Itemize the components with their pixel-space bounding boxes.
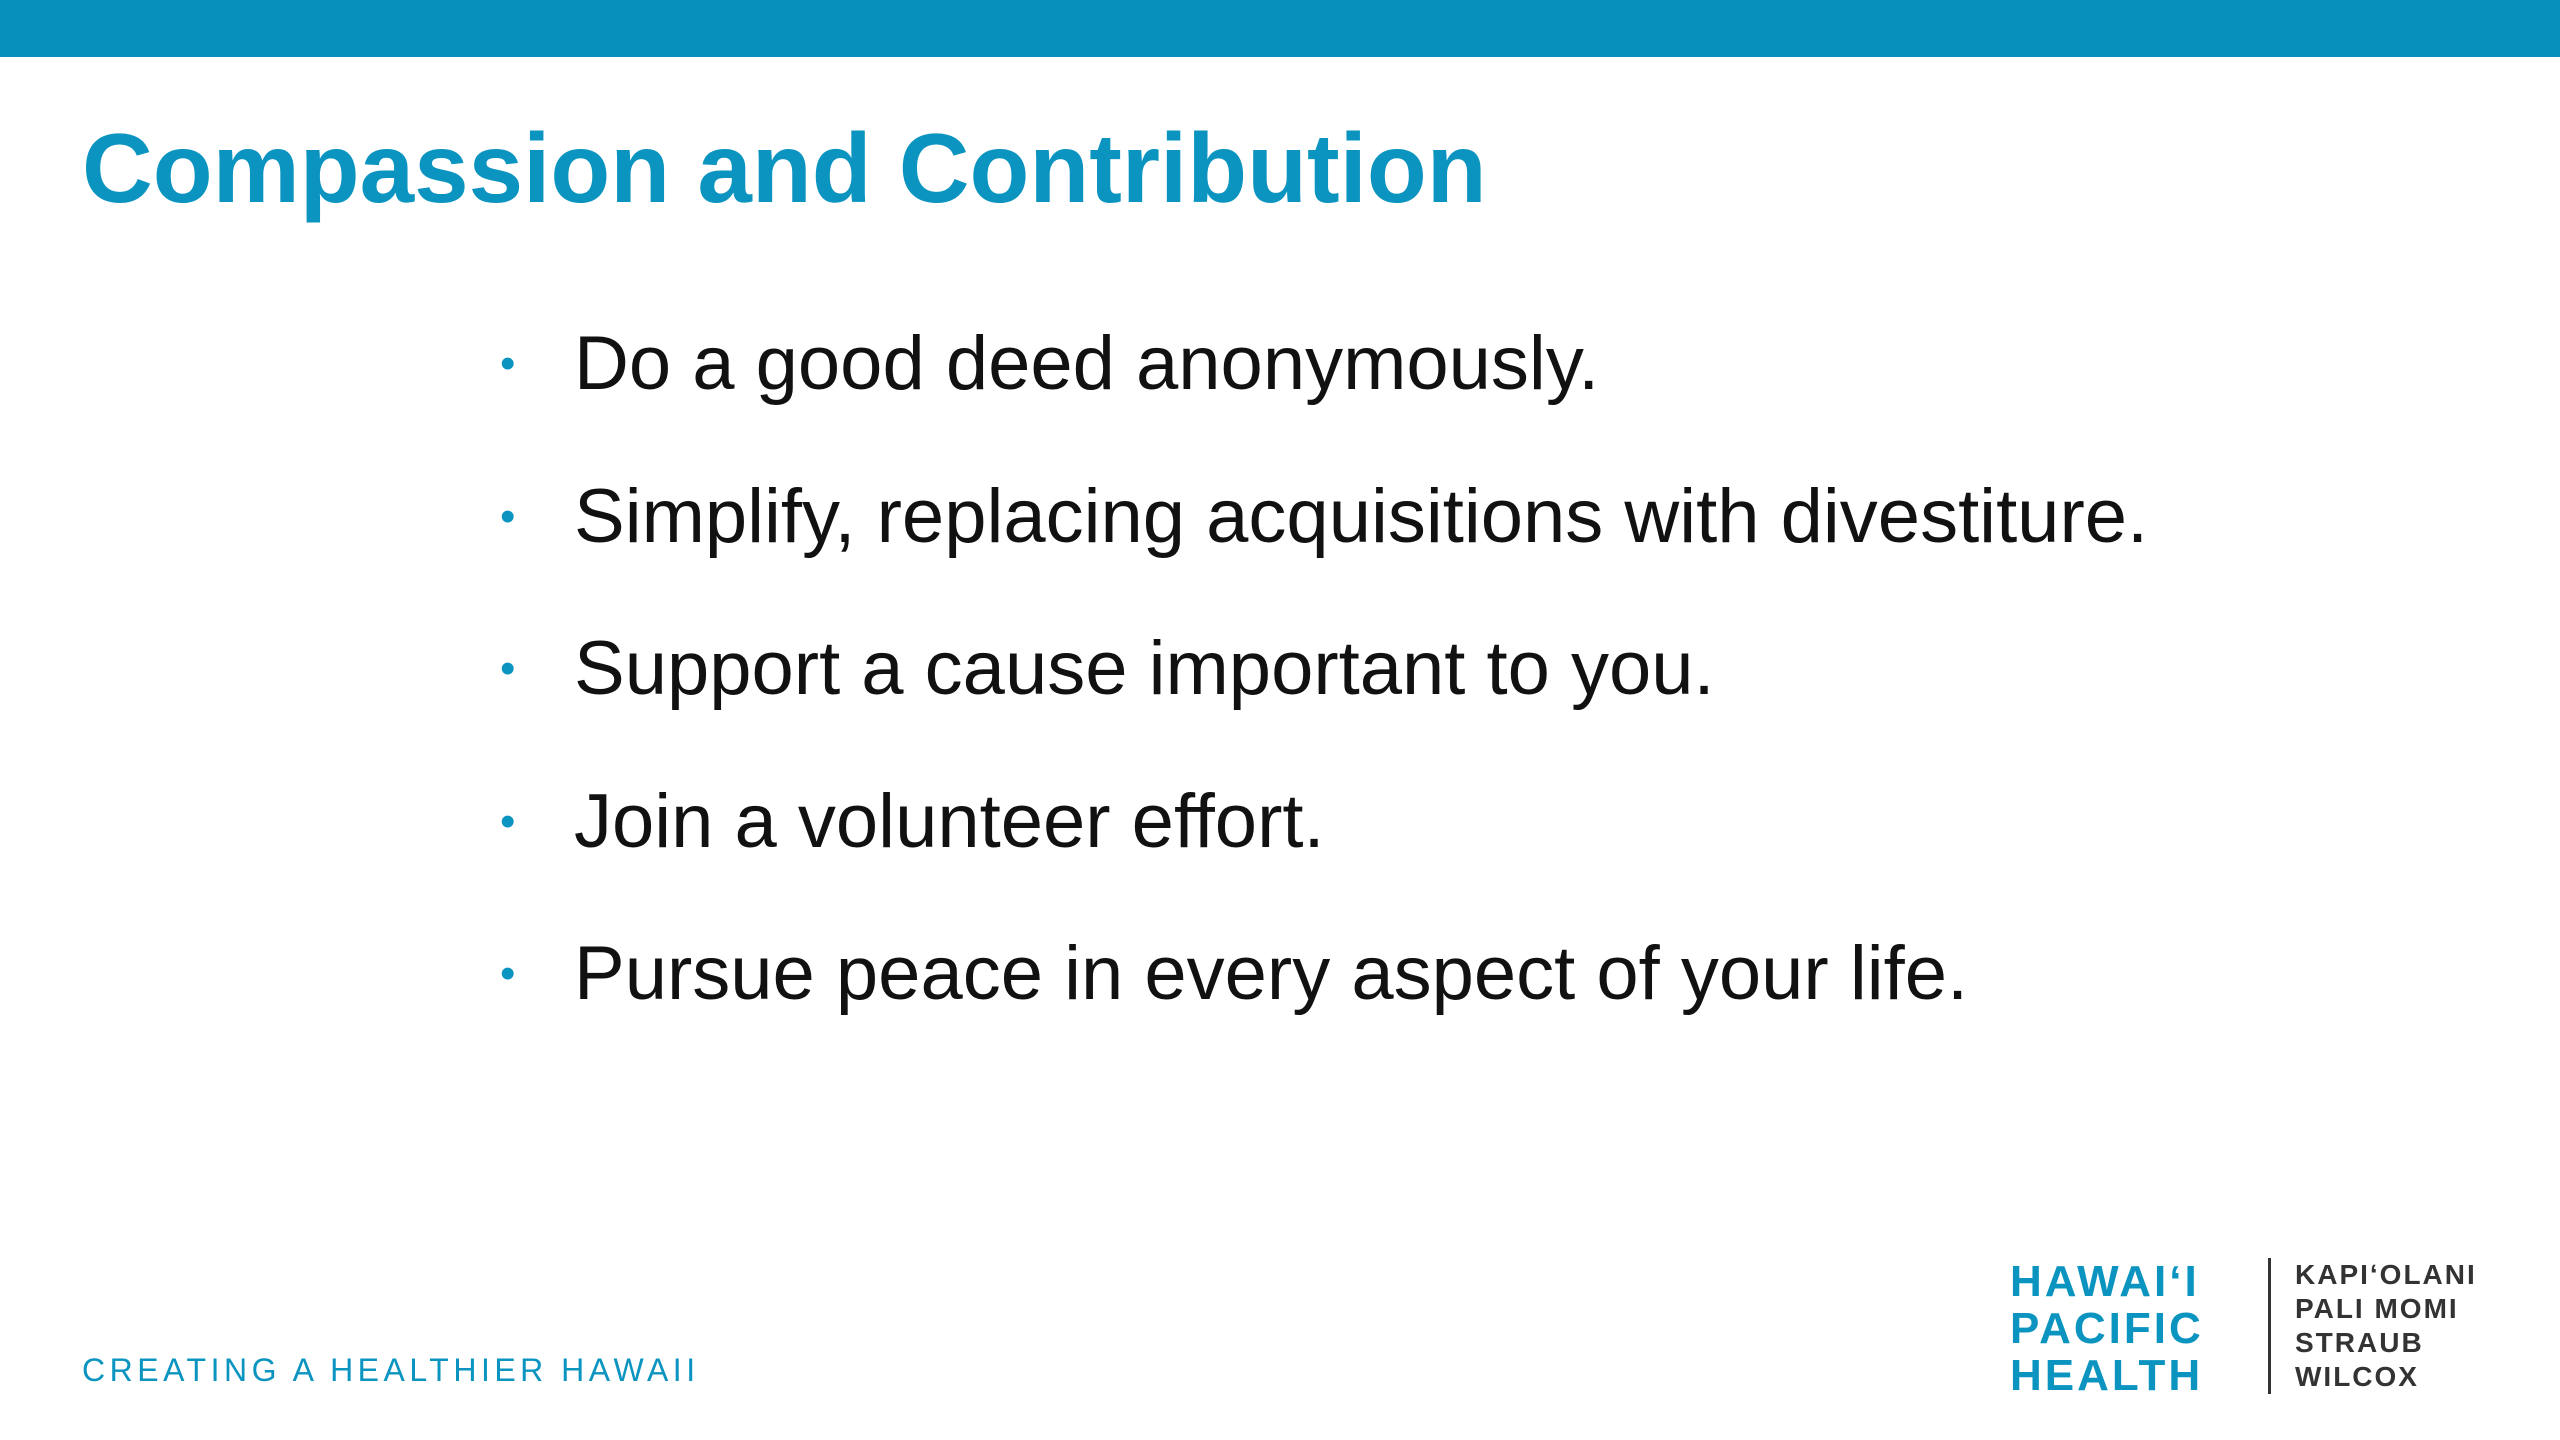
bullet-text: Join a volunteer effort. (574, 778, 1325, 864)
bullet-icon: • (500, 491, 516, 541)
bullet-icon: • (500, 339, 516, 388)
hawaii-pacific-health-logo (2010, 1258, 2510, 1398)
logo-divider (2268, 1258, 2271, 1394)
slide-title: Compassion and Contribution (82, 113, 1487, 223)
logo-affiliate: WILCOX (2295, 1361, 2419, 1392)
footer-tagline: CREATING A HEALTHIER HAWAII (82, 1352, 700, 1388)
bullet-icon: • (500, 796, 516, 846)
bullet-item (500, 465, 2148, 618)
bullet-item (500, 922, 2148, 1075)
bullet-item (500, 770, 2148, 923)
logo-main-line: HEALTH (2010, 1351, 2204, 1400)
logo-affiliate: STRAUB (2295, 1327, 2424, 1358)
logo-main-wordmark (2010, 1258, 2204, 1399)
logo-main-line: PACIFIC (2010, 1304, 2204, 1353)
logo-main-line: HAWAIʻI (2010, 1257, 2200, 1306)
bullet-text: Simplify, replacing acquisitions with divestiture. (574, 473, 2149, 559)
logo-affiliate: KAPIʻOLANI (2295, 1259, 2477, 1290)
bullet-text: Support a cause important to you. (574, 626, 1715, 711)
top-accent-bar (0, 0, 2560, 57)
bullet-text: Pursue peace in every aspect of your life. (574, 931, 1969, 1016)
logo-affiliate: PALI MOMI (2295, 1293, 2459, 1324)
logo-affiliates (2295, 1258, 2477, 1394)
bullet-icon: • (500, 949, 516, 998)
bullet-list (500, 312, 2148, 1075)
bullet-icon: • (500, 644, 516, 693)
bullet-item (500, 617, 2148, 770)
bullet-text: Do a good deed anonymously. (574, 321, 1600, 406)
bullet-item (500, 312, 2148, 465)
